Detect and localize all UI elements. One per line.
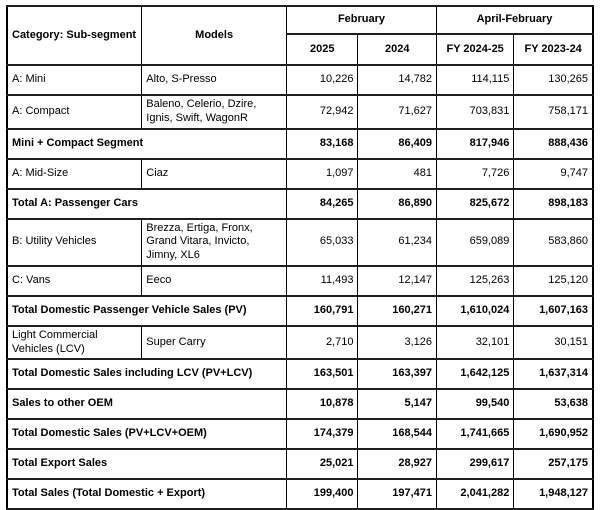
value-cell: 125,120 — [514, 266, 593, 296]
value-cell: 9,747 — [514, 159, 593, 189]
category-cell: Total Export Sales — [7, 449, 287, 479]
header-col-fy-2024-25: FY 2024-25 — [437, 34, 514, 65]
table-row — [7, 159, 593, 189]
value-cell: 72,942 — [287, 95, 358, 129]
header-col-2025: 2025 — [287, 34, 358, 65]
value-cell: 32,101 — [437, 326, 514, 360]
value-cell: 30,151 — [514, 326, 593, 360]
table-row — [7, 189, 593, 219]
header-group-april-february: April-February — [437, 6, 594, 34]
value-cell: 11,493 — [287, 266, 358, 296]
value-cell: 1,607,163 — [514, 296, 593, 326]
value-cell: 1,642,125 — [437, 359, 514, 389]
table-row — [7, 95, 593, 129]
value-cell: 898,183 — [514, 189, 593, 219]
value-cell: 86,409 — [358, 129, 437, 159]
value-cell: 3,126 — [358, 326, 437, 360]
models-cell: Eeco — [142, 266, 287, 296]
header-group-row — [7, 6, 593, 34]
header-models: Models — [142, 6, 287, 65]
value-cell: 83,168 — [287, 129, 358, 159]
category-cell: A: Mid-Size — [7, 159, 142, 189]
value-cell: 7,726 — [437, 159, 514, 189]
value-cell: 1,690,952 — [514, 419, 593, 449]
value-cell: 199,400 — [287, 479, 358, 509]
models-cell: Super Carry — [142, 326, 287, 360]
table-row — [7, 359, 593, 389]
header-category: Category: Sub-segment — [7, 6, 142, 65]
value-cell: 2,041,282 — [437, 479, 514, 509]
table-row — [7, 65, 593, 95]
models-cell: Alto, S-Presso — [142, 65, 287, 95]
value-cell: 1,741,665 — [437, 419, 514, 449]
value-cell: 130,265 — [514, 65, 593, 95]
category-cell: Total Domestic Passenger Vehicle Sales (PV) — [7, 296, 287, 326]
table-row — [7, 449, 593, 479]
category-cell: Light Commercial Vehicles (LCV) — [7, 326, 142, 360]
value-cell: 12,147 — [358, 266, 437, 296]
value-cell: 174,379 — [287, 419, 358, 449]
category-cell: B: Utility Vehicles — [7, 219, 142, 266]
models-cell: Ciaz — [142, 159, 287, 189]
category-cell: Sales to other OEM — [7, 389, 287, 419]
value-cell: 1,610,024 — [437, 296, 514, 326]
table-row — [7, 266, 593, 296]
value-cell: 10,226 — [287, 65, 358, 95]
value-cell: 168,544 — [358, 419, 437, 449]
value-cell: 53,638 — [514, 389, 593, 419]
value-cell: 160,791 — [287, 296, 358, 326]
value-cell: 61,234 — [358, 219, 437, 266]
value-cell: 817,946 — [437, 129, 514, 159]
value-cell: 28,927 — [358, 449, 437, 479]
table-row — [7, 129, 593, 159]
value-cell: 71,627 — [358, 95, 437, 129]
table-row — [7, 479, 593, 509]
value-cell: 1,637,314 — [514, 359, 593, 389]
category-cell: Total Domestic Sales including LCV (PV+LCV) — [7, 359, 287, 389]
value-cell: 65,033 — [287, 219, 358, 266]
value-cell: 703,831 — [437, 95, 514, 129]
models-cell: Baleno, Celerio, Dzire, Ignis, Swift, WagonR — [142, 95, 287, 129]
vehicle-sales-table — [6, 5, 594, 510]
value-cell: 14,782 — [358, 65, 437, 95]
value-cell: 99,540 — [437, 389, 514, 419]
value-cell: 10,878 — [287, 389, 358, 419]
value-cell: 114,115 — [437, 65, 514, 95]
value-cell: 2,710 — [287, 326, 358, 360]
category-cell: A: Compact — [7, 95, 142, 129]
header-group-february: February — [287, 6, 437, 34]
value-cell: 163,397 — [358, 359, 437, 389]
value-cell: 758,171 — [514, 95, 593, 129]
header-col-2024: 2024 — [358, 34, 437, 65]
value-cell: 299,617 — [437, 449, 514, 479]
table-row — [7, 326, 593, 360]
value-cell: 1,948,127 — [514, 479, 593, 509]
value-cell: 160,271 — [358, 296, 437, 326]
value-cell: 84,265 — [287, 189, 358, 219]
category-cell: C: Vans — [7, 266, 142, 296]
value-cell: 583,860 — [514, 219, 593, 266]
category-cell: Mini + Compact Segment — [7, 129, 287, 159]
category-cell: Total Sales (Total Domestic + Export) — [7, 479, 287, 509]
value-cell: 257,175 — [514, 449, 593, 479]
value-cell: 163,501 — [287, 359, 358, 389]
category-cell: Total Domestic Sales (PV+LCV+OEM) — [7, 419, 287, 449]
value-cell: 197,471 — [358, 479, 437, 509]
value-cell: 659,089 — [437, 219, 514, 266]
value-cell: 125,263 — [437, 266, 514, 296]
sales-table-body — [7, 65, 593, 509]
table-row — [7, 296, 593, 326]
value-cell: 86,890 — [358, 189, 437, 219]
models-cell: Brezza, Ertiga, Fronx, Grand Vitara, Invicto, Jimny, XL6 — [142, 219, 287, 266]
header-col-fy-2023-24: FY 2023-24 — [514, 34, 593, 65]
table-row — [7, 389, 593, 419]
category-cell: Total A: Passenger Cars — [7, 189, 287, 219]
value-cell: 25,021 — [287, 449, 358, 479]
value-cell: 888,436 — [514, 129, 593, 159]
table-row — [7, 419, 593, 449]
value-cell: 1,097 — [287, 159, 358, 189]
table-row — [7, 219, 593, 266]
value-cell: 825,672 — [437, 189, 514, 219]
value-cell: 481 — [358, 159, 437, 189]
category-cell: A: Mini — [7, 65, 142, 95]
value-cell: 5,147 — [358, 389, 437, 419]
